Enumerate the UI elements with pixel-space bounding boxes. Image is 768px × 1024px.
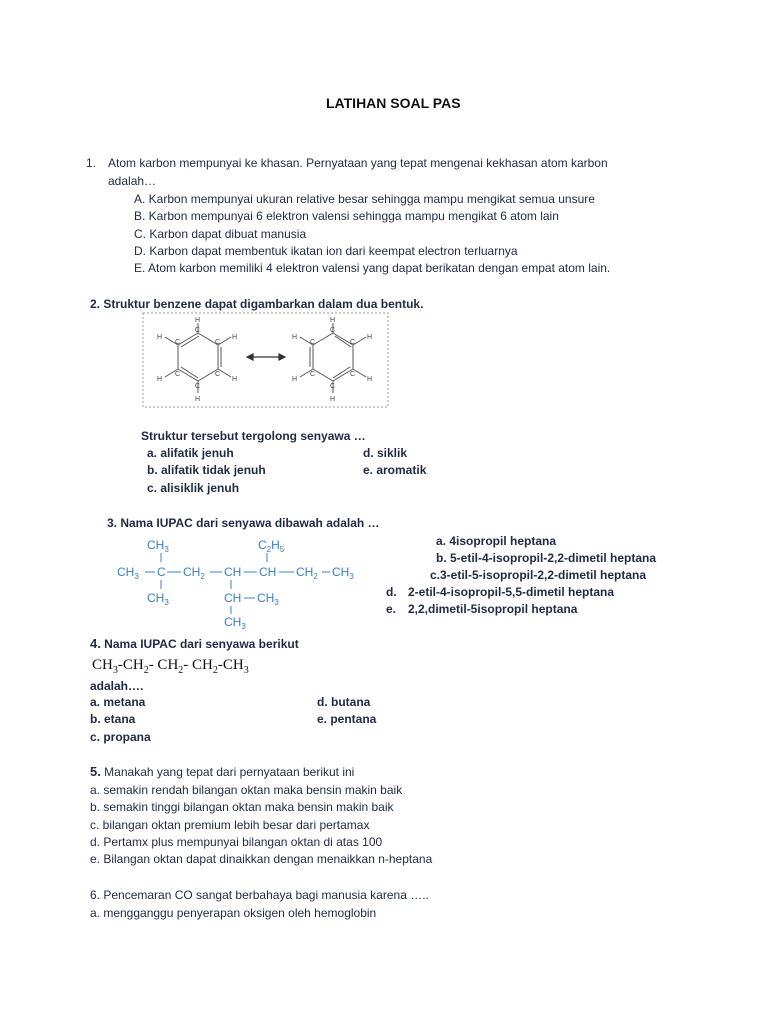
question-stem: Nama IUPAC dari senyawa berikut — [100, 637, 299, 651]
formula-text: CH — [224, 565, 242, 579]
formula-text: C — [258, 538, 267, 552]
atom-label: H — [367, 334, 373, 341]
formula-text: CH — [147, 538, 165, 552]
formula-subscript: 5 — [279, 545, 285, 554]
svg-text:CH2 — [296, 565, 318, 581]
formula-text: - CH — [148, 657, 179, 673]
atom-label: C — [215, 339, 221, 346]
formula-text: -CH — [217, 657, 244, 673]
atom-label: H — [232, 334, 238, 341]
formula-text: - CH — [183, 657, 213, 673]
formula-subscript: 2 — [143, 665, 149, 676]
option-b: b. 5-etil-4-isopropil-2,2-dimetil heptana — [436, 551, 657, 565]
atom-label: C — [310, 371, 316, 378]
question-number: 1. — [86, 156, 97, 170]
atom-label: C — [175, 339, 181, 346]
atom-label: C — [330, 327, 336, 334]
formula-text: CH — [92, 657, 113, 673]
option-e-letter: e. — [386, 602, 397, 616]
option-d: 2-etil-4-isopropil-5,5-dimetil heptana — [408, 585, 615, 599]
option-c: c. bilangan oktan premium lebih besar dari pertamax — [90, 818, 370, 832]
formula-subscript: 3 — [164, 598, 169, 607]
option-d: d. Pertamx plus mempunyai bilangan oktan di atas 100 — [90, 835, 383, 849]
formula-subscript: 2 — [200, 572, 205, 581]
atom-label: C — [215, 371, 221, 378]
formula-text: -CH — [117, 657, 144, 673]
question-number: 4. — [90, 636, 101, 651]
option-e: e. pentana — [317, 712, 377, 726]
benzene-resonance-figure — [143, 313, 393, 411]
question-number: 5. — [90, 764, 101, 779]
option-a: a. semakin rendah bilangan oktan maka bensin makin baik — [90, 783, 403, 797]
atom-label: C — [195, 383, 201, 390]
structural-formula — [117, 532, 367, 631]
formula-subscript: 2 — [266, 545, 272, 554]
atom-label: H — [367, 376, 373, 383]
option-b: b. etana — [90, 712, 136, 726]
option-e: e. Bilangan oktan dapat dinaikkan dengan menaikkan n-heptana — [90, 852, 433, 866]
question-stem: Atom karbon mempunyai ke khasan. Pernyataan yang tepat mengenai kekhasan atom karbon — [108, 156, 608, 170]
page-title: LATIHAN SOAL PAS — [326, 95, 461, 111]
question-followup: Struktur tersebut tergolong senyawa … — [141, 429, 366, 443]
svg-text:CH3 — [332, 565, 354, 581]
atom-label: H — [292, 334, 298, 341]
atom-label: H — [330, 396, 336, 403]
formula-text: CH — [296, 565, 314, 579]
option-a: a. metana — [90, 695, 146, 709]
atom-label: C — [350, 339, 356, 346]
svg-text:CH3 — [224, 615, 246, 631]
formula-subscript: 3 — [112, 665, 118, 676]
formula-subscript: 2 — [212, 665, 218, 676]
formula-text: CH — [147, 591, 165, 605]
option-a: A. Karbon mempunyai ukuran relative besar sehingga mampu mengikat semua unsure — [134, 192, 595, 206]
atom-label: C — [310, 339, 316, 346]
formula-text: CH — [183, 565, 201, 579]
atom-label: C — [330, 383, 336, 390]
option-e: 2,2,dimetil-5isopropil heptana — [408, 602, 578, 616]
atom-label: H — [195, 317, 201, 324]
atom-label: C — [175, 371, 181, 378]
option-a: a. mengganggu penyerapan oksigen oleh hemoglobin — [90, 906, 377, 920]
option-a: a. 4isopropil heptana — [436, 534, 557, 548]
svg-text:CH3 — [257, 591, 279, 607]
formula-text: CH — [117, 565, 135, 579]
question-stem: 6. Pencemaran CO sangat berbahaya bagi manusia karena ….. — [90, 888, 429, 902]
option-d: d. siklik — [363, 446, 408, 460]
option-b: b. alifatik tidak jenuh — [147, 463, 266, 477]
formula-subscript: 3 — [164, 545, 169, 554]
option-c: c. propana — [90, 730, 151, 744]
atom-label: C — [350, 371, 356, 378]
formula-subscript: 3 — [349, 572, 354, 581]
atom-label: H — [292, 376, 298, 383]
formula-text: CH — [259, 565, 277, 579]
svg-text:CH3 — [147, 591, 169, 607]
option-a: a. alifatik jenuh — [147, 446, 234, 460]
svg-text:C2H5 — [258, 538, 285, 554]
option-b: B. Karbon mempunyai 6 elektron valensi sehingga mampu mengikat 6 atom lain — [134, 209, 559, 223]
atom-label: H — [195, 396, 201, 403]
formula-subscript: 3 — [274, 598, 279, 607]
option-e: E. Atom karbon memiliki 4 elektron valensi yang dapat berikatan dengan empat atom lain. — [134, 261, 611, 275]
atom-label: H — [157, 376, 163, 383]
formula-subscript: 3 — [241, 622, 246, 631]
atom-label: H — [232, 376, 238, 383]
svg-text:CH2 — [183, 565, 205, 581]
formula-subscript: 2 — [178, 665, 184, 676]
question-tail: adalah…. — [90, 679, 144, 693]
option-e: e. aromatik — [363, 463, 427, 477]
question-stem: Manakah yang tepat dari pernyataan berikut ini — [100, 765, 355, 779]
formula-subscript: 2 — [313, 572, 318, 581]
atom-label: C — [195, 327, 201, 334]
option-c: c.3-etil-5-isopropil-2,2-dimetil heptana — [430, 568, 647, 582]
question-stem: 3. Nama IUPAC dari senyawa dibawah adalah … — [107, 516, 380, 530]
question-stem-cont: adalah… — [108, 174, 157, 188]
atom-label: H — [157, 334, 163, 341]
svg-text:CH3 — [147, 538, 169, 554]
option-c: C. Karbon dapat dibuat manusia — [134, 227, 307, 241]
option-b: b. semakin tinggi bilangan oktan maka bensin makin baik — [90, 800, 394, 814]
formula-text: C — [157, 565, 166, 579]
formula-text: CH — [224, 615, 242, 629]
formula-text: H — [271, 538, 280, 552]
option-d: D. Karbon dapat membentuk ikatan ion dari keempat electron terluarnya — [134, 244, 518, 258]
option-d-letter: d. — [386, 585, 397, 599]
formula-subscript: 3 — [134, 572, 139, 581]
svg-text:CH3 — [117, 565, 139, 581]
atom-label: H — [330, 317, 336, 324]
formula-subscript: 3 — [243, 665, 249, 676]
formula-text: CH — [332, 565, 350, 579]
option-c: c. alisiklik jenuh — [147, 481, 240, 495]
formula-text: CH — [257, 591, 275, 605]
formula-text: CH — [224, 591, 242, 605]
question-stem: 2. Struktur benzene dapat digambarkan dalam dua bentuk. — [90, 297, 424, 311]
option-d: d. butana — [317, 695, 371, 709]
